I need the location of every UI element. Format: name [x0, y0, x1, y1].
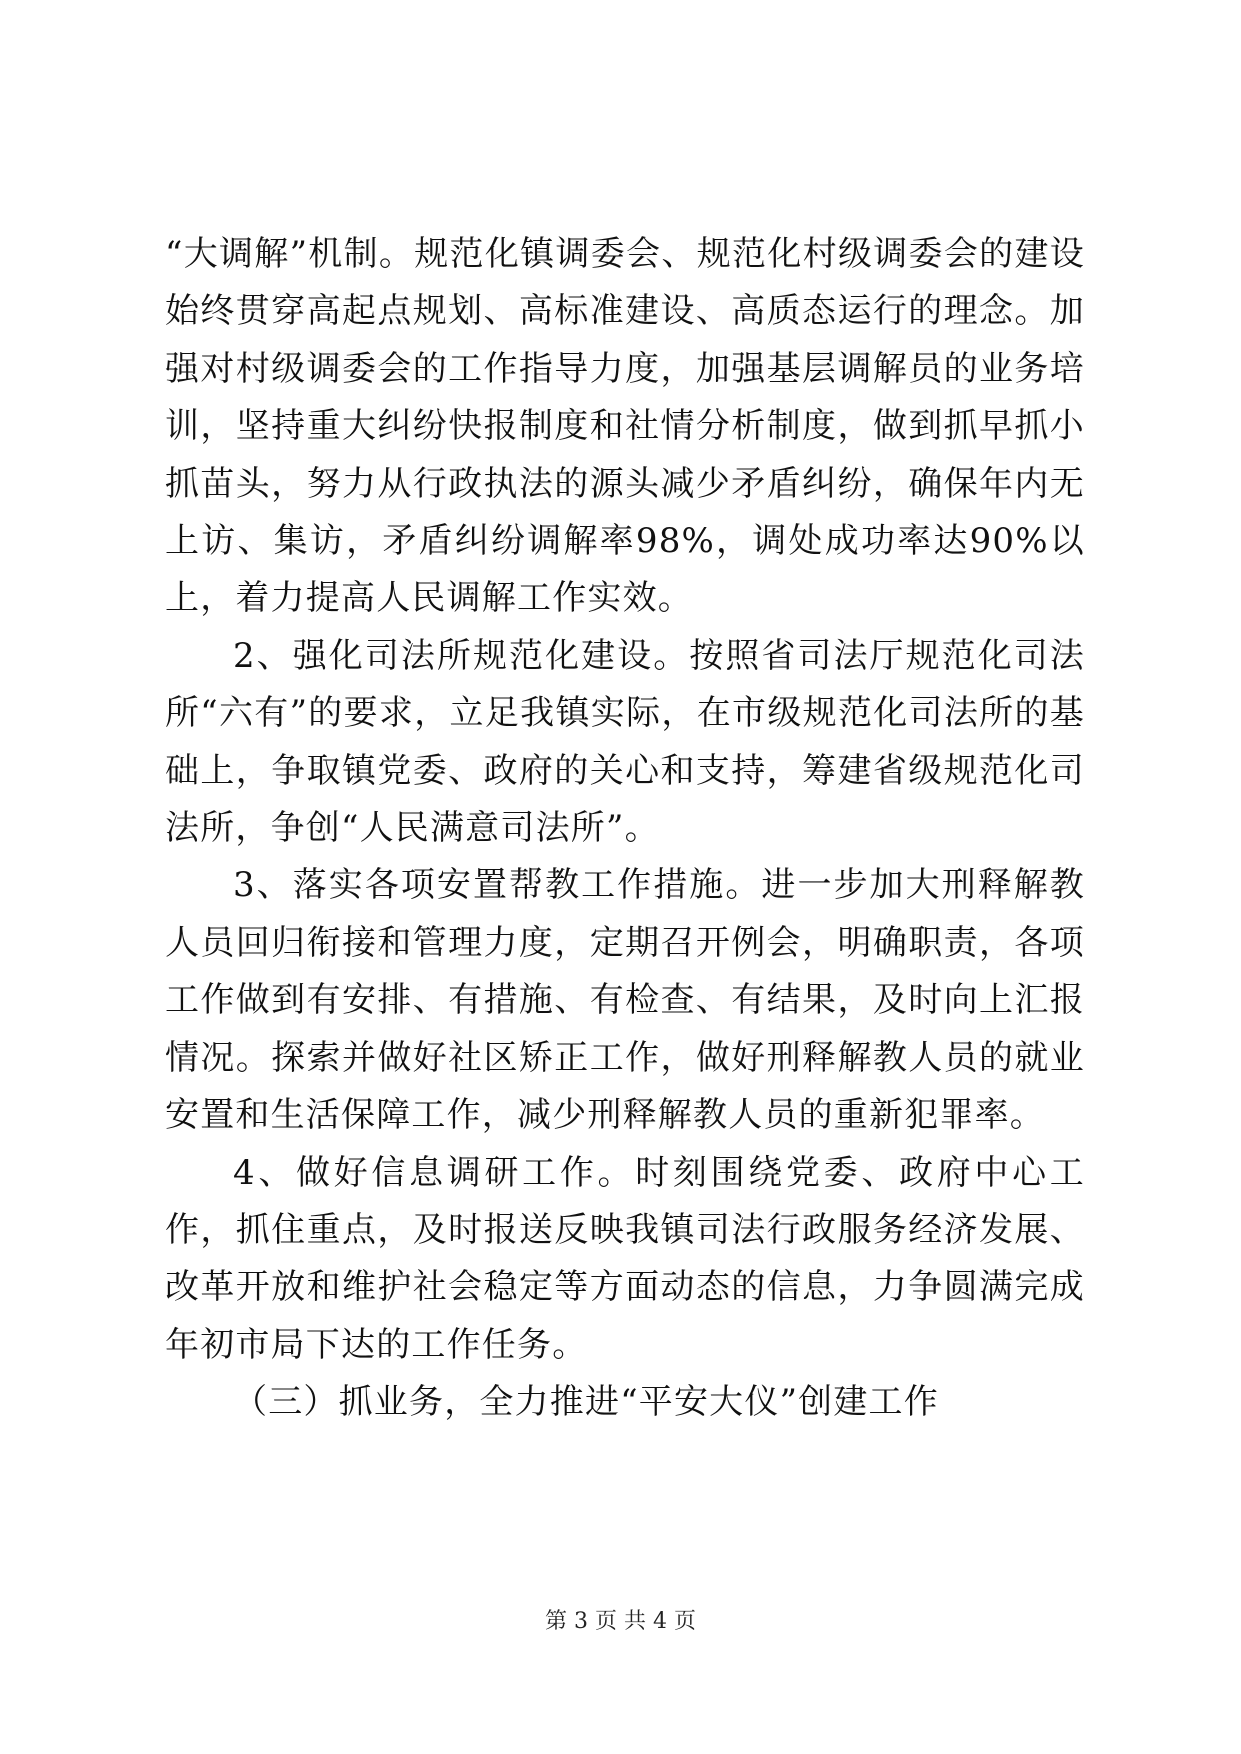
paragraph-mediation-mechanism: “大调解”机制。规范化镇调委会、规范化村级调委会的建设始终贯穿高起点规划、高标准建设、高质态运行的理念。加强对村级调委会的工作指导力度，加强基层调解员的业务培训，坚持重大纠纷快报制度和社情分析制度，做到抓早抓小抓苗头，努力从行政执法的源头减少矛盾纠纷，确保年内无上访、集访，矛盾纠纷调解率98%，调处成功率达90%以上，着力提高人民调解工作实效。 — [165, 234, 1085, 619]
page-footer: 第 3 页 共 4 页 — [545, 1609, 696, 1634]
paragraph-information-research: 4、做好信息调研工作。时刻围绕党委、政府中心工作，抓住重点，及时报送反映我镇司法行政服务经济发展、改革开放和维护社会稳定等方面动态的信息，力争圆满完成年初市局下达的工作任务。 — [165, 1152, 1085, 1365]
paragraph-resettlement: 3、落实各项安置帮教工作措施。进一步加大刑释解教人员回归衔接和管理力度，定期召开例会，明确职责，各项工作做到有安排、有措施、有检查、有结果，及时向上汇报情况。探索并做好社区矫正工作，做好刑释解教人员的就业安置和生活保障工作，减少刑释解教人员的重新犯罪率。 — [165, 865, 1085, 1136]
paragraph-judicial-office: 2、强化司法所规范化建设。按照省司法厅规范化司法所“六有”的要求，立足我镇实际，在市级规范化司法所的基础上，争取镇党委、政府的关心和支持，筹建省级规范化司法所，争创“人民满意司法所”。 — [165, 635, 1085, 849]
document-body — [165, 226, 1085, 1432]
section-heading: （三）抓业务，全力推进“平安大仪”创建工作 — [233, 1382, 939, 1423]
